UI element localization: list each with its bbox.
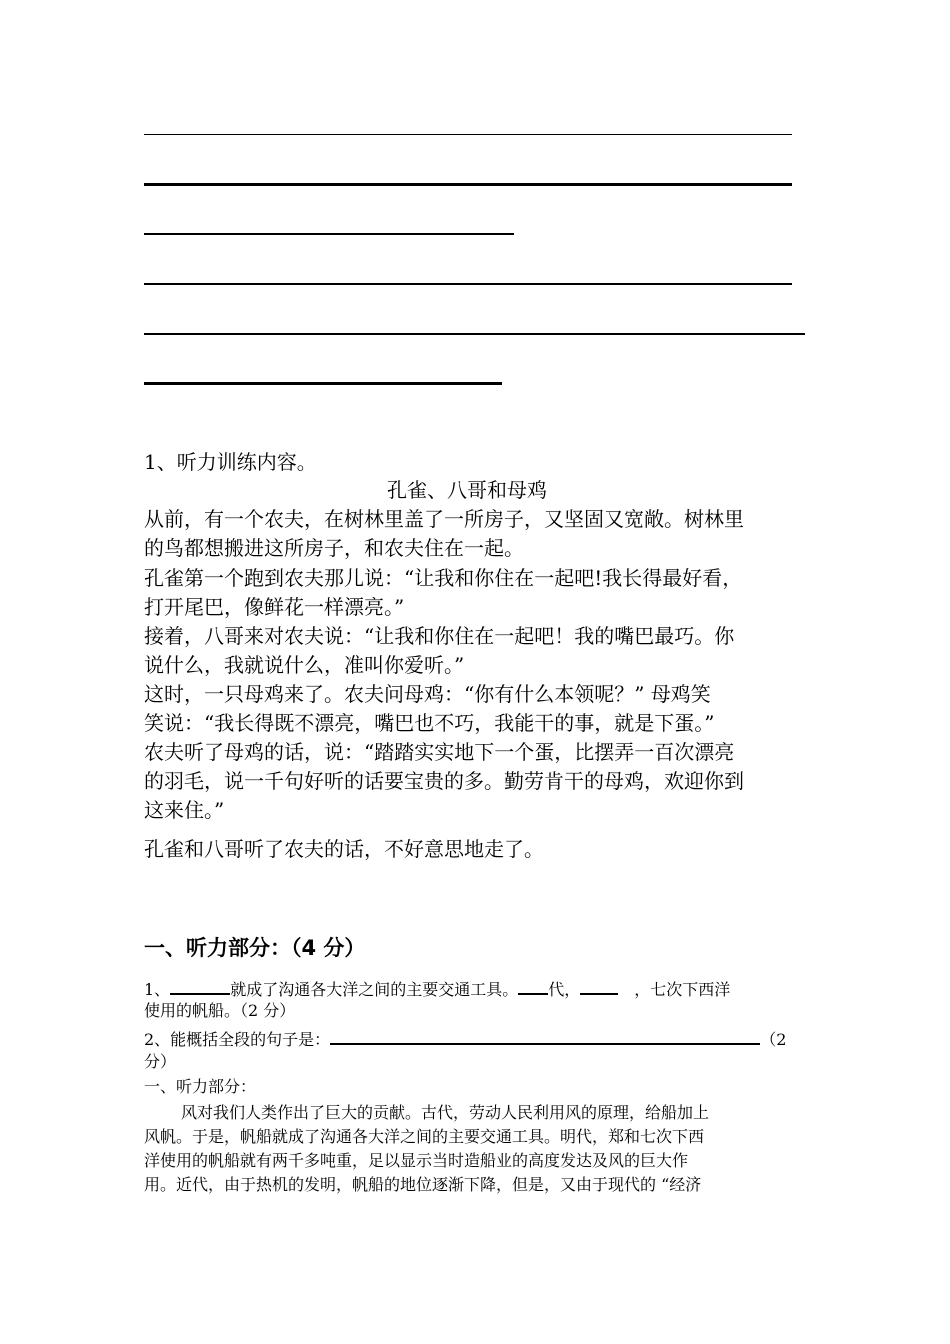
answer-line [144,233,514,235]
story-line: 从前，有一个农夫，在树林里盖了一所房子，又坚固又宽敞。树林里 [144,507,744,531]
question-text: 使用的帆船。（2 分） [144,1001,296,1020]
story-line: 农夫听了母鸡的话，说：“踏踏实实地下一个蛋，比摆弄一百次漂亮 [144,740,735,764]
story-line: 这来住。” [144,798,225,822]
answer-line [144,283,792,285]
question-text: 就成了沟通各大洋之间的主要交通工具。 [230,980,519,999]
answer-line [144,382,502,385]
question-text: （2 [760,1030,787,1049]
answer-blank[interactable] [518,975,548,995]
story-line: 的羽毛，说一千句好听的话要宝贵的多。勤劳肯干的母鸡，欢迎你到 [144,769,744,793]
story-line: 孔雀第一个跑到农夫那儿说：“让我和你住在一起吧!我长得最好看， [144,566,743,590]
story-line: 笑说：“我长得既不漂亮，嘴巴也不巧，我能干的事，就是下蛋。” [144,711,715,735]
story-line: 的鸟都想搬进这所房子，和农夫住在一起。 [144,536,524,560]
question-text: 2、能概括全段的句子是： [144,1030,331,1049]
story-line: 这时，一只母鸡来了。农夫问母鸡：“你有什么本领呢？” 母鸡笑 [144,682,711,706]
story-line: 打开尾巴，像鲜花一样漂亮。” [144,595,405,619]
passage-line: 风帆。于是，帆船就成了沟通各大洋之间的主要交通工具。明代，郑和七次下西 [144,1127,705,1146]
story-line: 接着，八哥来对农夫说：“让我和你住在一起吧！我的嘴巴最巧。你 [144,624,735,648]
passage-line: 风对我们人类作出了巨大的贡献。古代，劳动人民利用风的原理，给船加上 [181,1103,710,1122]
question-text: 分） [144,1052,177,1071]
answer-blank[interactable] [580,975,618,995]
story-line: 孔雀和八哥听了农夫的话，不好意思地走了。 [144,837,544,861]
answer-line [144,183,792,186]
question-2 [144,1025,786,1052]
passage-line: 用。近代，由于热机的发明，帆船的地位逐渐下降，但是，又由于现代的 “经济 [144,1175,702,1194]
story-title: 孔雀、八哥和母鸡 [387,478,547,502]
question-text: ，七次下西洋 [634,980,731,999]
answer-line [144,134,792,135]
section-heading: 一、听力部分：（4 分） [144,936,366,960]
listening-heading: 1、听力训练内容。 [144,450,317,474]
answer-blank[interactable] [170,975,230,995]
question-number: 1、 [144,980,171,999]
answer-blank[interactable] [330,1025,760,1045]
story-line: 说什么，我就说什么，准叫你爱听。” [144,653,465,677]
question-text: 代， [548,980,581,999]
answer-line [144,333,805,335]
passage-heading: 一、听力部分： [144,1077,257,1096]
passage-line: 洋使用的帆船就有两千多吨重，足以显示当时造船业的高度发达及风的巨大作 [144,1151,689,1170]
